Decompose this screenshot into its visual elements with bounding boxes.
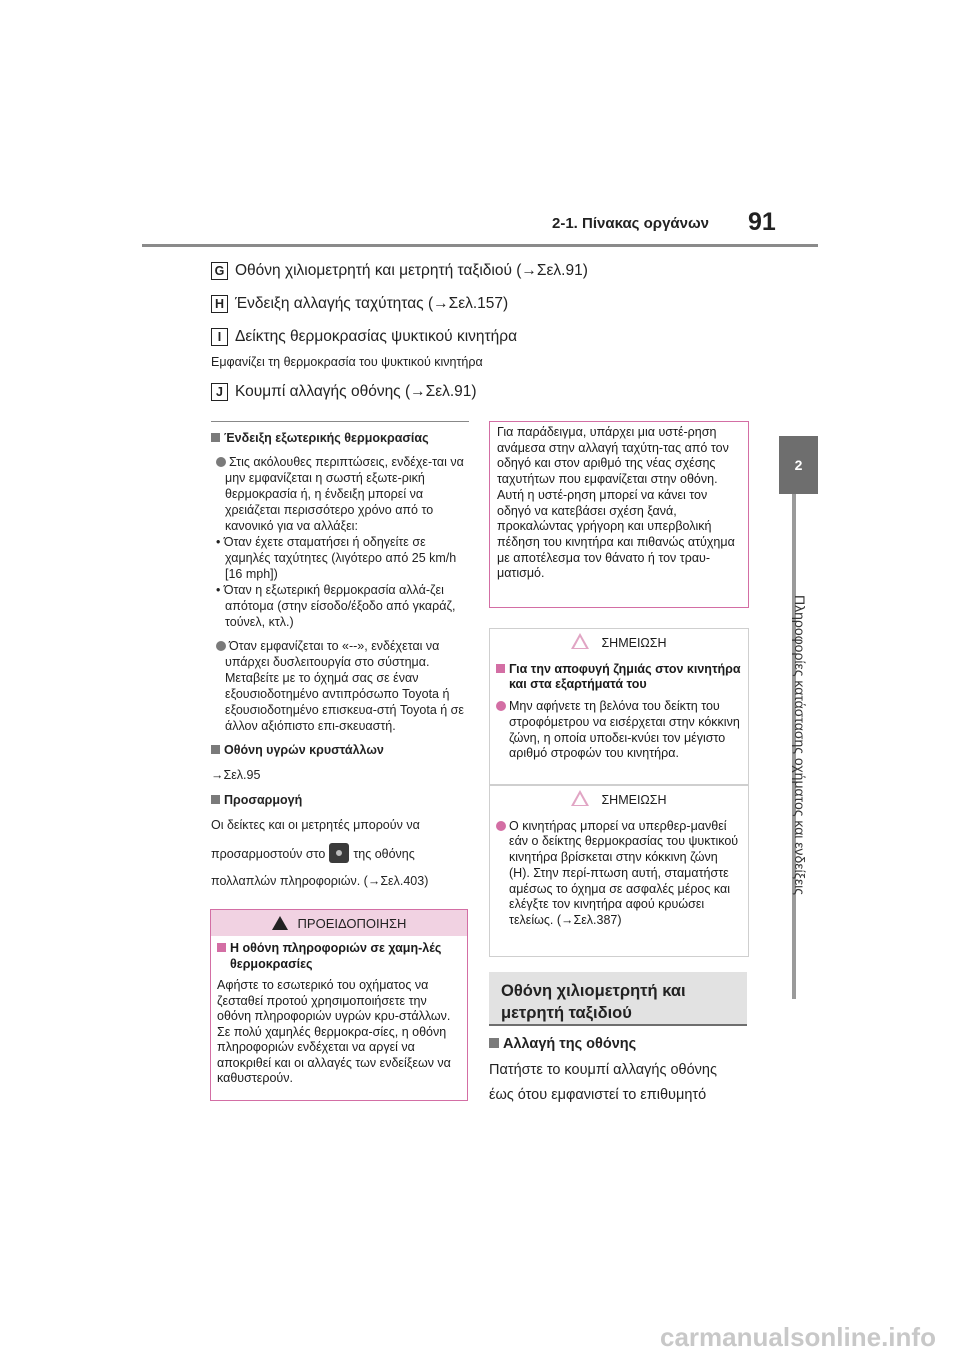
item-text: Κουμπί αλλαγής οθόνης (→Σελ.91): [235, 383, 477, 400]
outside-temp-p2: Όταν εμφανίζεται το «--», ενδέχεται να υπάρχει δυσλειτουργία στο σύστημα. Μεταβείτε με το όχημά σας σε έναν εξουσιοδοτημένο αντιπρόσωπο Toyota ή εξουσιοδοτημένο επισκευα-στή Toyota ή σε άλλον αξιόπιστο επι-σκευαστή.: [211, 638, 469, 734]
item-letter: H: [211, 295, 228, 313]
item-letter: G: [211, 262, 228, 280]
item-text: Δείκτης θερμοκρασίας ψυκτικού κινητήρα: [235, 328, 518, 345]
note-box-2: [489, 785, 749, 957]
lcd-ref: →Σελ.95: [211, 768, 261, 782]
section-title: 2-1. Πίνακας οργάνων: [552, 215, 709, 232]
watermark: carmanualsonline.info: [660, 1322, 936, 1352]
outside-temp-p1: Στις ακόλουθες περιπτώσεις, ενδέχε-ται να μην εμφανίζεται η σωστή εξωτε-ρική θερμοκρασία ή, η ένδειξη μπορεί να χρειάζεται περισσότερο χρόνο από το κανονικό για να αλλάξει:: [211, 454, 469, 534]
item-letter: I: [211, 328, 228, 346]
item-g: [211, 262, 588, 280]
item-i: [211, 328, 517, 346]
round-bullet-icon: [496, 821, 506, 831]
switch-text-2: έως ότου εμφανιστεί το επιθυμητό: [489, 1087, 707, 1103]
switch-heading: Αλλαγή της οθόνης: [489, 1036, 751, 1052]
warning-header: ΠΡΟΕΙΔΟΠΟΙΗΣΗ: [211, 910, 467, 936]
outside-temp-b2: • Όταν η εξωτερική θερμοκρασία αλλά-ζει απότομα (στην είσοδο/έξοδο από γκαράζ, τούνελ, κτλ.): [216, 583, 456, 629]
square-bullet-icon: [211, 745, 220, 754]
item-i-note: Εμφανίζει τη θερμοκρασία του ψυκτικού κινητήρα: [211, 355, 483, 369]
chapter-title: [740, 594, 860, 896]
custom-heading: Προσαρμογή: [211, 792, 469, 808]
item-h: [211, 295, 508, 313]
outside-temp-section: [211, 430, 469, 889]
note-header: ΣΗΜΕΙΩΣΗ: [496, 633, 742, 652]
warning-continuation-text: Για παράδειγμα, υπάρχει μια υστέ-ρηση ανάμεσα στην αλλαγή ταχύτη-τας από τον οδηγό και στον αριθμό της νέας σχέσης ταχυτήτων που εμφανίζεται στην οθόνη. Αυτή η υστέ-ρηση μπορεί να κάνει τον οδηγό να κατεβάσει σχέση ξανά, προκαλώντας γρήγορη και υπερβολική πέδηση του κινητήρα και πιθανώς ατύχημα με αποτέλεσμα τον θάνατο ή τον τραυ-ματισμό.: [497, 425, 735, 581]
outside-temp-heading: Ένδειξη εξωτερικής θερμοκρασίας: [211, 430, 469, 446]
switch-text-1: Πατήστε το κουμπί αλλαγής οθόνης: [489, 1062, 717, 1078]
note-box-1: [489, 628, 749, 785]
divider: [211, 421, 469, 422]
square-bullet-icon: [211, 433, 220, 442]
item-text: Ένδειξη αλλαγής ταχύτητας (→Σελ.157): [235, 295, 509, 312]
note1-heading: Για την αποφυγή ζημιάς στον κινητήρα και στα εξαρτήματά του: [496, 662, 742, 693]
custom-line-1: Οι δείκτες και οι μετρητές μπορούν να: [211, 818, 420, 832]
outside-temp-b1: • Όταν έχετε σταματήσει ή οδηγείτε σε χαμηλές ταχύτητες (λιγότερο από 25 km/h [16 mph]): [216, 535, 457, 581]
round-bullet-icon: [216, 457, 226, 467]
warning-box: [210, 909, 468, 1101]
header-rule: [142, 244, 818, 247]
item-letter: J: [211, 383, 228, 401]
warning-heading: Η οθόνη πληροφοριών σε χαμη-λές θερμοκρασίες: [217, 941, 461, 972]
warning-continuation-box: [489, 421, 749, 608]
note2-text: Ο κινητήρας μπορεί να υπερθερ-μανθεί εάν ο δείκτης θερμοκρασίας του ψυκτικού κινητήρα βρίσκεται στην κόκκινη ζώνη (H). Στην περί-πτωση αυτή, σταματήστε αμέσως το όχημα σε ασφαλές μέρος και ελέγξτε τον κινητήρα αφού κρυώσει τελείως. (→Σελ.387): [496, 819, 742, 929]
square-bullet-icon: [211, 795, 220, 804]
section-heading: Οθόνη χιλιομετρητή και μετρητή ταξιδιού: [489, 972, 747, 1026]
item-j: [211, 383, 477, 401]
note1-text: Μην αφήνετε τη βελόνα του δείκτη του στροφόμετρου να εισέρχεται στην κόκκινη ζώνη, η οποία υποδει-κνύει τον μέγιστο αριθμό στροφών του κινητήρα.: [496, 699, 742, 762]
round-bullet-icon: [496, 701, 506, 711]
chapter-tab: 2: [779, 436, 818, 494]
custom-line-2: προσαρμοστούν στο της οθόνης: [211, 843, 469, 863]
square-bullet-icon: [489, 1038, 499, 1048]
warning-text: Αφήστε το εσωτερικό του οχήματος να ζεσταθεί προτού χρησιμοποιήσετε την οθόνη πληροφοριών υγρών κρυ-στάλλων. Σε πολύ χαμηλές θερμοκρα-σίες, η οθόνη πληροφοριών ενδέχεται να αργεί να αποκριθεί και οι αλλαγές των ενδείξεων να καθυστερούν.: [217, 978, 451, 1085]
item-text: Οθόνη χιλιομετρητή και μετρητή ταξιδιού (→Σελ.91): [235, 262, 588, 279]
square-bullet-icon: [217, 943, 226, 952]
warning-triangle-icon: [272, 916, 288, 930]
square-bullet-icon: [496, 664, 505, 673]
page-number: 91: [748, 208, 776, 236]
custom-line-3: πολλαπλών πληροφοριών. (→Σελ.403): [211, 874, 429, 888]
chapter-title-text: Πληροφορίες κατάστασης οχήματος και ενδείξεις: [792, 594, 808, 896]
caution-triangle-icon: [571, 790, 589, 806]
round-bullet-icon: [216, 641, 226, 651]
note2-header: ΣΗΜΕΙΩΣΗ: [496, 790, 742, 809]
settings-gear-icon: [329, 843, 349, 863]
lcd-heading: Οθόνη υγρών κρυστάλλων: [211, 742, 469, 758]
caution-triangle-icon: [571, 633, 589, 649]
switch-section: [489, 1036, 751, 1103]
